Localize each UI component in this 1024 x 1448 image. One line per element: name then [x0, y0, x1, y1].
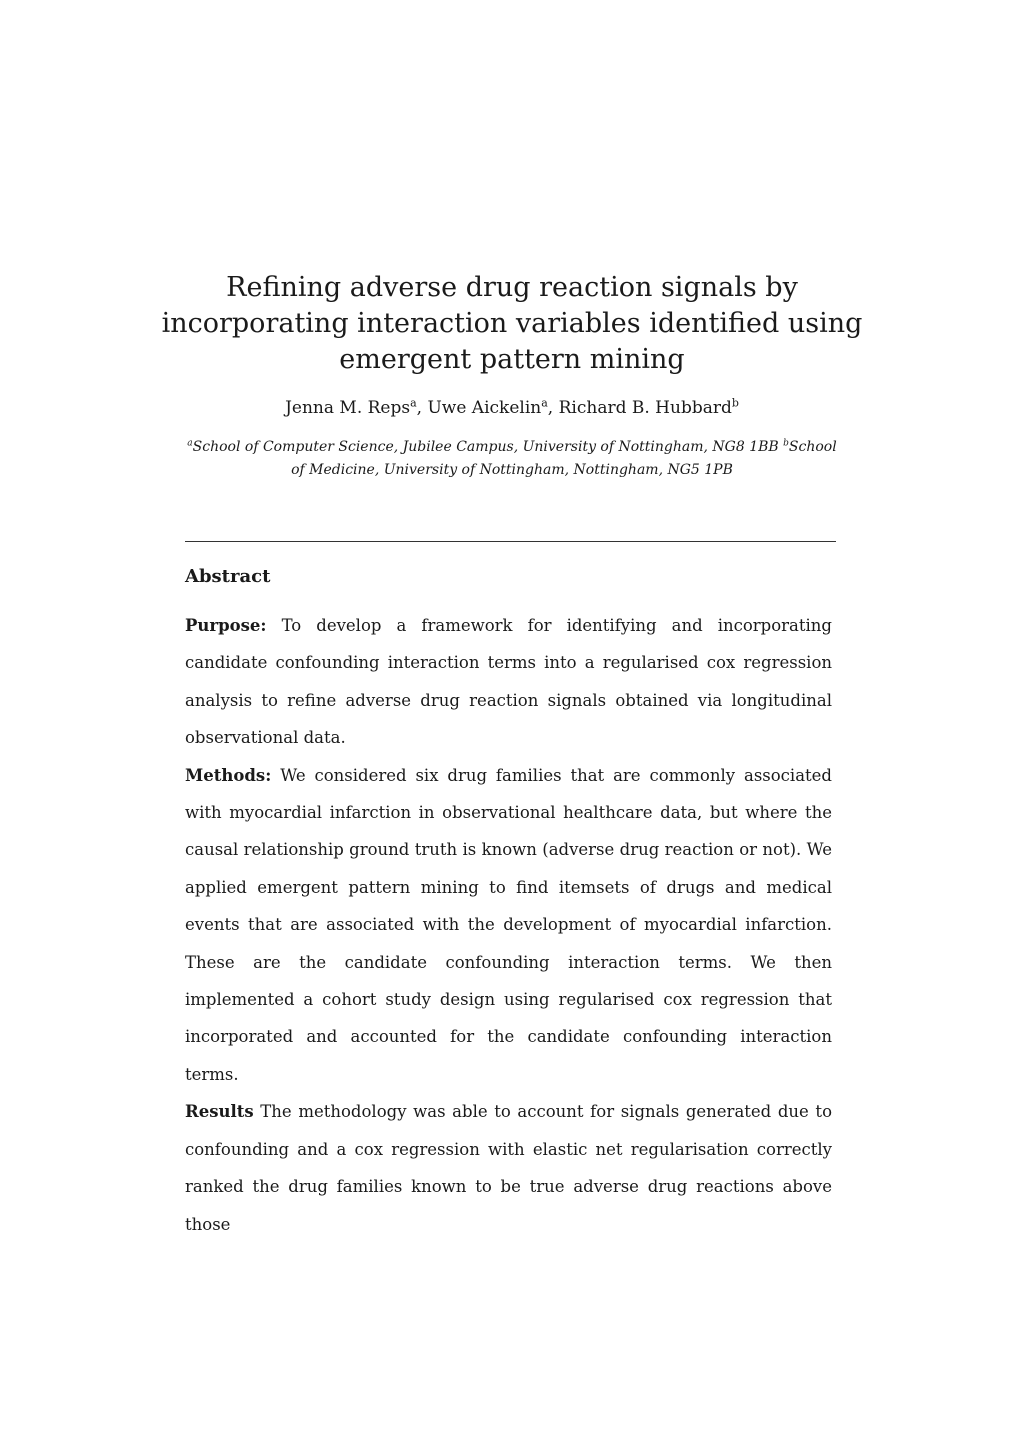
author-affiliation-mark: a — [410, 396, 417, 410]
author-name: Jenna M. Reps — [285, 398, 411, 418]
results-label: Results — [185, 1102, 254, 1122]
results-text: The methodology was able to account for signals generated due to confounding and a cox regression with elastic net regularisation correctly ranked the drug families known to be true adverse drug reactions above those — [185, 1102, 832, 1234]
purpose-text: To develop a framework for identifying and incorporating candidate confounding interaction terms into a regularised cox regression analysis to refine adverse drug reaction signals obtained via longitudinal observational data. — [185, 616, 832, 748]
title-line: incorporating interaction variables identified using — [161, 308, 863, 339]
author-name: Richard B. Hubbard — [558, 398, 732, 418]
affiliation-text: School of Medicine, University of Nottingham, Nottingham, NG5 1PB — [291, 439, 837, 478]
methods-text: We considered six drug families that are commonly associated with myocardial infarction in observational healthcare data, but where the causal relationship ground truth is known (adverse drug reaction or not). We applied emergent pattern mining to find itemsets of drugs and medical events that are associated with the development of myocardial infarction. These are the candidate confounding interaction terms. We then implemented a cohort study design using regularised cox regression that incorporated and accounted for the candidate confounding interaction terms. — [185, 765, 832, 1084]
purpose-label: Purpose: — [185, 616, 267, 635]
affiliation-list — [180, 436, 844, 482]
abstract-purpose-paragraph — [185, 607, 832, 757]
affiliation-text: School of Computer Science, Jubilee Campus, University of Nottingham, NG8 1BB — [192, 439, 784, 455]
author-separator: , — [547, 398, 559, 418]
author-list — [150, 396, 874, 420]
author-affiliation-mark: a — [541, 396, 548, 410]
abstract-heading: Abstract — [185, 566, 271, 587]
abstract-results-paragraph — [185, 1093, 832, 1243]
title-line: Refining adverse drug reaction signals by — [226, 272, 798, 303]
author-separator: , — [416, 398, 428, 418]
section-divider — [185, 541, 836, 542]
affiliation-mark: b — [783, 438, 789, 449]
abstract-body — [185, 607, 832, 1243]
affiliation-mark: a — [187, 438, 193, 449]
author-name: Uwe Aickelin — [427, 398, 542, 418]
methods-label: Methods: — [185, 765, 272, 785]
abstract-methods-paragraph — [185, 757, 832, 1094]
paper-title — [150, 270, 874, 378]
author-affiliation-mark: b — [731, 396, 739, 410]
title-line: emergent pattern mining — [339, 344, 685, 375]
